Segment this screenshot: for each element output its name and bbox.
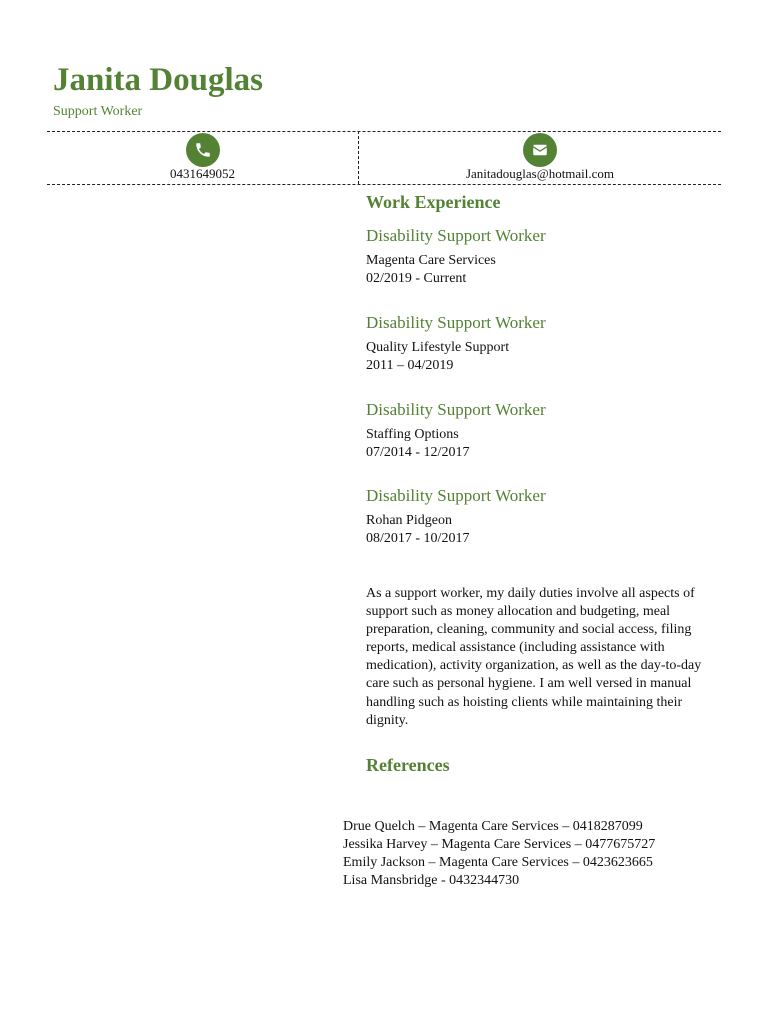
email-address: Janitadouglas@hotmail.com xyxy=(465,166,615,181)
email-contact xyxy=(359,131,721,184)
job-dates: 07/2014 - 12/2017 xyxy=(366,445,470,460)
job-dates: 2011 – 04/2019 xyxy=(366,358,454,373)
references-list xyxy=(343,818,655,890)
job-title: Disability Support Worker xyxy=(366,400,546,419)
bottom-divider xyxy=(47,184,721,185)
job-title: Disability Support Worker xyxy=(366,313,546,332)
reference-item: Jessika Harvey – Magenta Care Services – 0477675727 xyxy=(343,837,656,852)
contact-bar xyxy=(47,131,721,184)
job-title: Disability Support Worker xyxy=(366,486,546,505)
work-experience-heading: Work Experience xyxy=(366,192,501,212)
job-employer: Staffing Options xyxy=(366,427,459,442)
job-title: Disability Support Worker xyxy=(366,226,546,245)
candidate-role: Support Worker xyxy=(53,104,143,119)
job-dates: 08/2017 - 10/2017 xyxy=(366,531,470,546)
candidate-name: Janita Douglas xyxy=(53,62,263,98)
job-employer: Rohan Pidgeon xyxy=(366,513,452,528)
phone-icon xyxy=(186,133,220,167)
envelope-icon xyxy=(523,133,557,167)
job-employer: Quality Lifestyle Support xyxy=(366,340,510,355)
job-dates: 02/2019 - Current xyxy=(366,271,467,286)
phone-contact xyxy=(47,131,358,184)
reference-item: Lisa Mansbridge - 0432344730 xyxy=(343,873,520,888)
job-employer: Magenta Care Services xyxy=(366,253,496,268)
phone-number: 0431649052 xyxy=(170,166,235,181)
experience-summary: As a support worker, my daily duties involve all aspects of support such as money allocation and budgeting, meal preparation, cleaning, community and social access, filing reports, medical assistance (including assistance with medication), activity organization, as well as the day-to-day care such as personal hygiene. I am well versed in manual handling such as hoisting clients while maintaining their dignity. xyxy=(366,586,702,728)
reference-item: Drue Quelch – Magenta Care Services – 0418287099 xyxy=(343,819,643,834)
reference-item: Emily Jackson – Magenta Care Services – 0423623665 xyxy=(343,855,653,870)
references-heading: References xyxy=(366,755,450,775)
